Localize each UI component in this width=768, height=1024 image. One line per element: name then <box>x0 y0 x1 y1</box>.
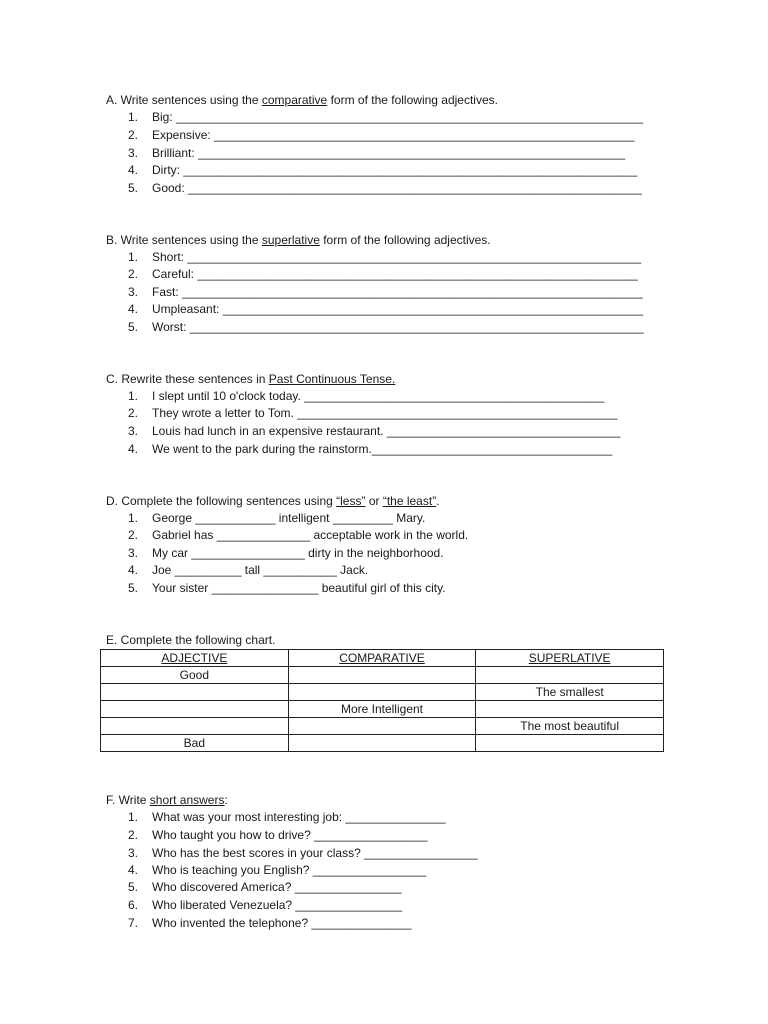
chart-cell <box>101 684 289 701</box>
chart-row <box>101 667 664 684</box>
section-c-keyword: Past Continuous Tense. <box>268 372 396 386</box>
chart-row <box>101 701 664 718</box>
section-d-item-5: 5. Your sister ________________ beautiful girl of this city. <box>128 581 446 595</box>
chart-cell: Good <box>101 667 289 684</box>
section-d-item-1: 1. George ____________ intelligent _________ Mary. <box>128 511 426 525</box>
section-b-keyword: superlative <box>261 233 320 247</box>
section-d-item-2: 2. Gabriel has ______________ acceptable work in the world. <box>128 528 469 542</box>
section-f-item-1: 1. What was your most interesting job: _______________ <box>128 810 446 824</box>
chart-cell <box>288 718 476 735</box>
chart-cell <box>101 701 289 718</box>
chart-cell: Bad <box>101 735 289 752</box>
chart-cell <box>288 684 476 701</box>
section-f-item-6: 6. Who liberated Venezuela? ________________ <box>128 898 403 912</box>
chart-cell <box>101 718 289 735</box>
section-c-item-4: 4. We went to the park during the rainstorm.____________________________________ <box>128 442 613 456</box>
chart-cell: The smallest <box>476 684 664 701</box>
section-d-keyword-less: “less” <box>336 494 366 508</box>
section-a-item-4: 4. Dirty: ____________________________________________________________________ <box>128 163 638 177</box>
section-f-prefix: F. Write <box>106 793 150 807</box>
section-b-item-2: 2. Careful: __________________________________________________________________ <box>128 267 638 281</box>
section-a-item-1: 1. Big: ______________________________________________________________________ <box>128 110 644 124</box>
chart-cell: The most beautiful <box>476 718 664 735</box>
section-a-item-5: 5. Good: ____________________________________________________________________ <box>128 181 642 195</box>
section-a-suffix: form of the following adjectives. <box>327 93 498 107</box>
section-b-item-3: 3. Fast: _____________________________________________________________________ <box>128 285 643 299</box>
section-b-prefix: B. Write sentences using the <box>106 233 262 247</box>
comparison-chart <box>100 649 664 752</box>
column-header-comparative: COMPARATIVE <box>288 650 476 667</box>
section-f-item-4: 4. Who is teaching you English? _________________ <box>128 863 427 877</box>
chart-cell <box>476 701 664 718</box>
column-header-superlative: SUPERLATIVE <box>476 650 664 667</box>
chart-row <box>101 684 664 701</box>
section-a-keyword: comparative <box>261 93 328 107</box>
chart-cell <box>476 667 664 684</box>
section-d-item-4: 4. Joe __________ tall ___________ Jack. <box>128 563 369 577</box>
section-c-heading <box>106 371 395 387</box>
chart-header-row <box>101 650 664 667</box>
section-e-heading: E. Complete the following chart. <box>106 633 276 647</box>
section-d-keyword-least: “the least” <box>382 494 437 508</box>
section-f-item-3: 3. Who has the best scores in your class? _________________ <box>128 846 478 860</box>
section-b-suffix: form of the following adjectives. <box>319 233 491 247</box>
section-d-heading <box>106 493 440 509</box>
chart-row <box>101 718 664 735</box>
section-a-prefix: A. Write sentences using the <box>106 93 262 107</box>
chart-cell <box>476 735 664 752</box>
section-f-suffix: : <box>224 793 228 807</box>
chart-row <box>101 735 664 752</box>
section-f-item-7: 7. Who invented the telephone? _______________ <box>128 916 412 930</box>
section-b-item-4: 4. Umpleasant: _______________________________________________________________ <box>128 302 644 316</box>
section-a-item-2: 2. Expensive: _______________________________________________________________ <box>128 128 635 142</box>
chart-cell <box>288 667 476 684</box>
section-d-middle: or <box>365 494 383 508</box>
chart-cell: More Intelligent <box>288 701 476 718</box>
section-d-prefix: D. Complete the following sentences using <box>106 494 337 508</box>
section-f-item-5: 5. Who discovered America? ________________ <box>128 880 402 894</box>
section-d-suffix: . <box>436 494 440 508</box>
section-a-item-3: 3. Brilliant: ________________________________________________________________ <box>128 146 626 160</box>
section-f-item-2: 2. Who taught you how to drive? _________________ <box>128 828 428 842</box>
section-b-item-1: 1. Short: ____________________________________________________________________ <box>128 250 642 264</box>
section-f-keyword: short answers <box>149 793 225 807</box>
column-header-adjective: ADJECTIVE <box>101 650 289 667</box>
chart-cell <box>288 735 476 752</box>
section-c-item-3: 3. Louis had lunch in an expensive restaurant. ___________________________________ <box>128 424 621 438</box>
section-f-heading <box>106 792 228 808</box>
section-c-prefix: C. Rewrite these sentences in <box>106 372 269 386</box>
section-a-heading <box>106 92 498 108</box>
section-d-item-3: 3. My car _________________ dirty in the neighborhood. <box>128 546 444 560</box>
section-b-item-5: 5. Worst: ____________________________________________________________________ <box>128 320 644 334</box>
section-c-item-2: 2. They wrote a letter to Tom. ________________________________________________ <box>128 406 618 420</box>
section-c-item-1: 1. I slept until 10 o'clock today. _____________________________________________ <box>128 389 605 403</box>
section-b-heading <box>106 232 491 248</box>
